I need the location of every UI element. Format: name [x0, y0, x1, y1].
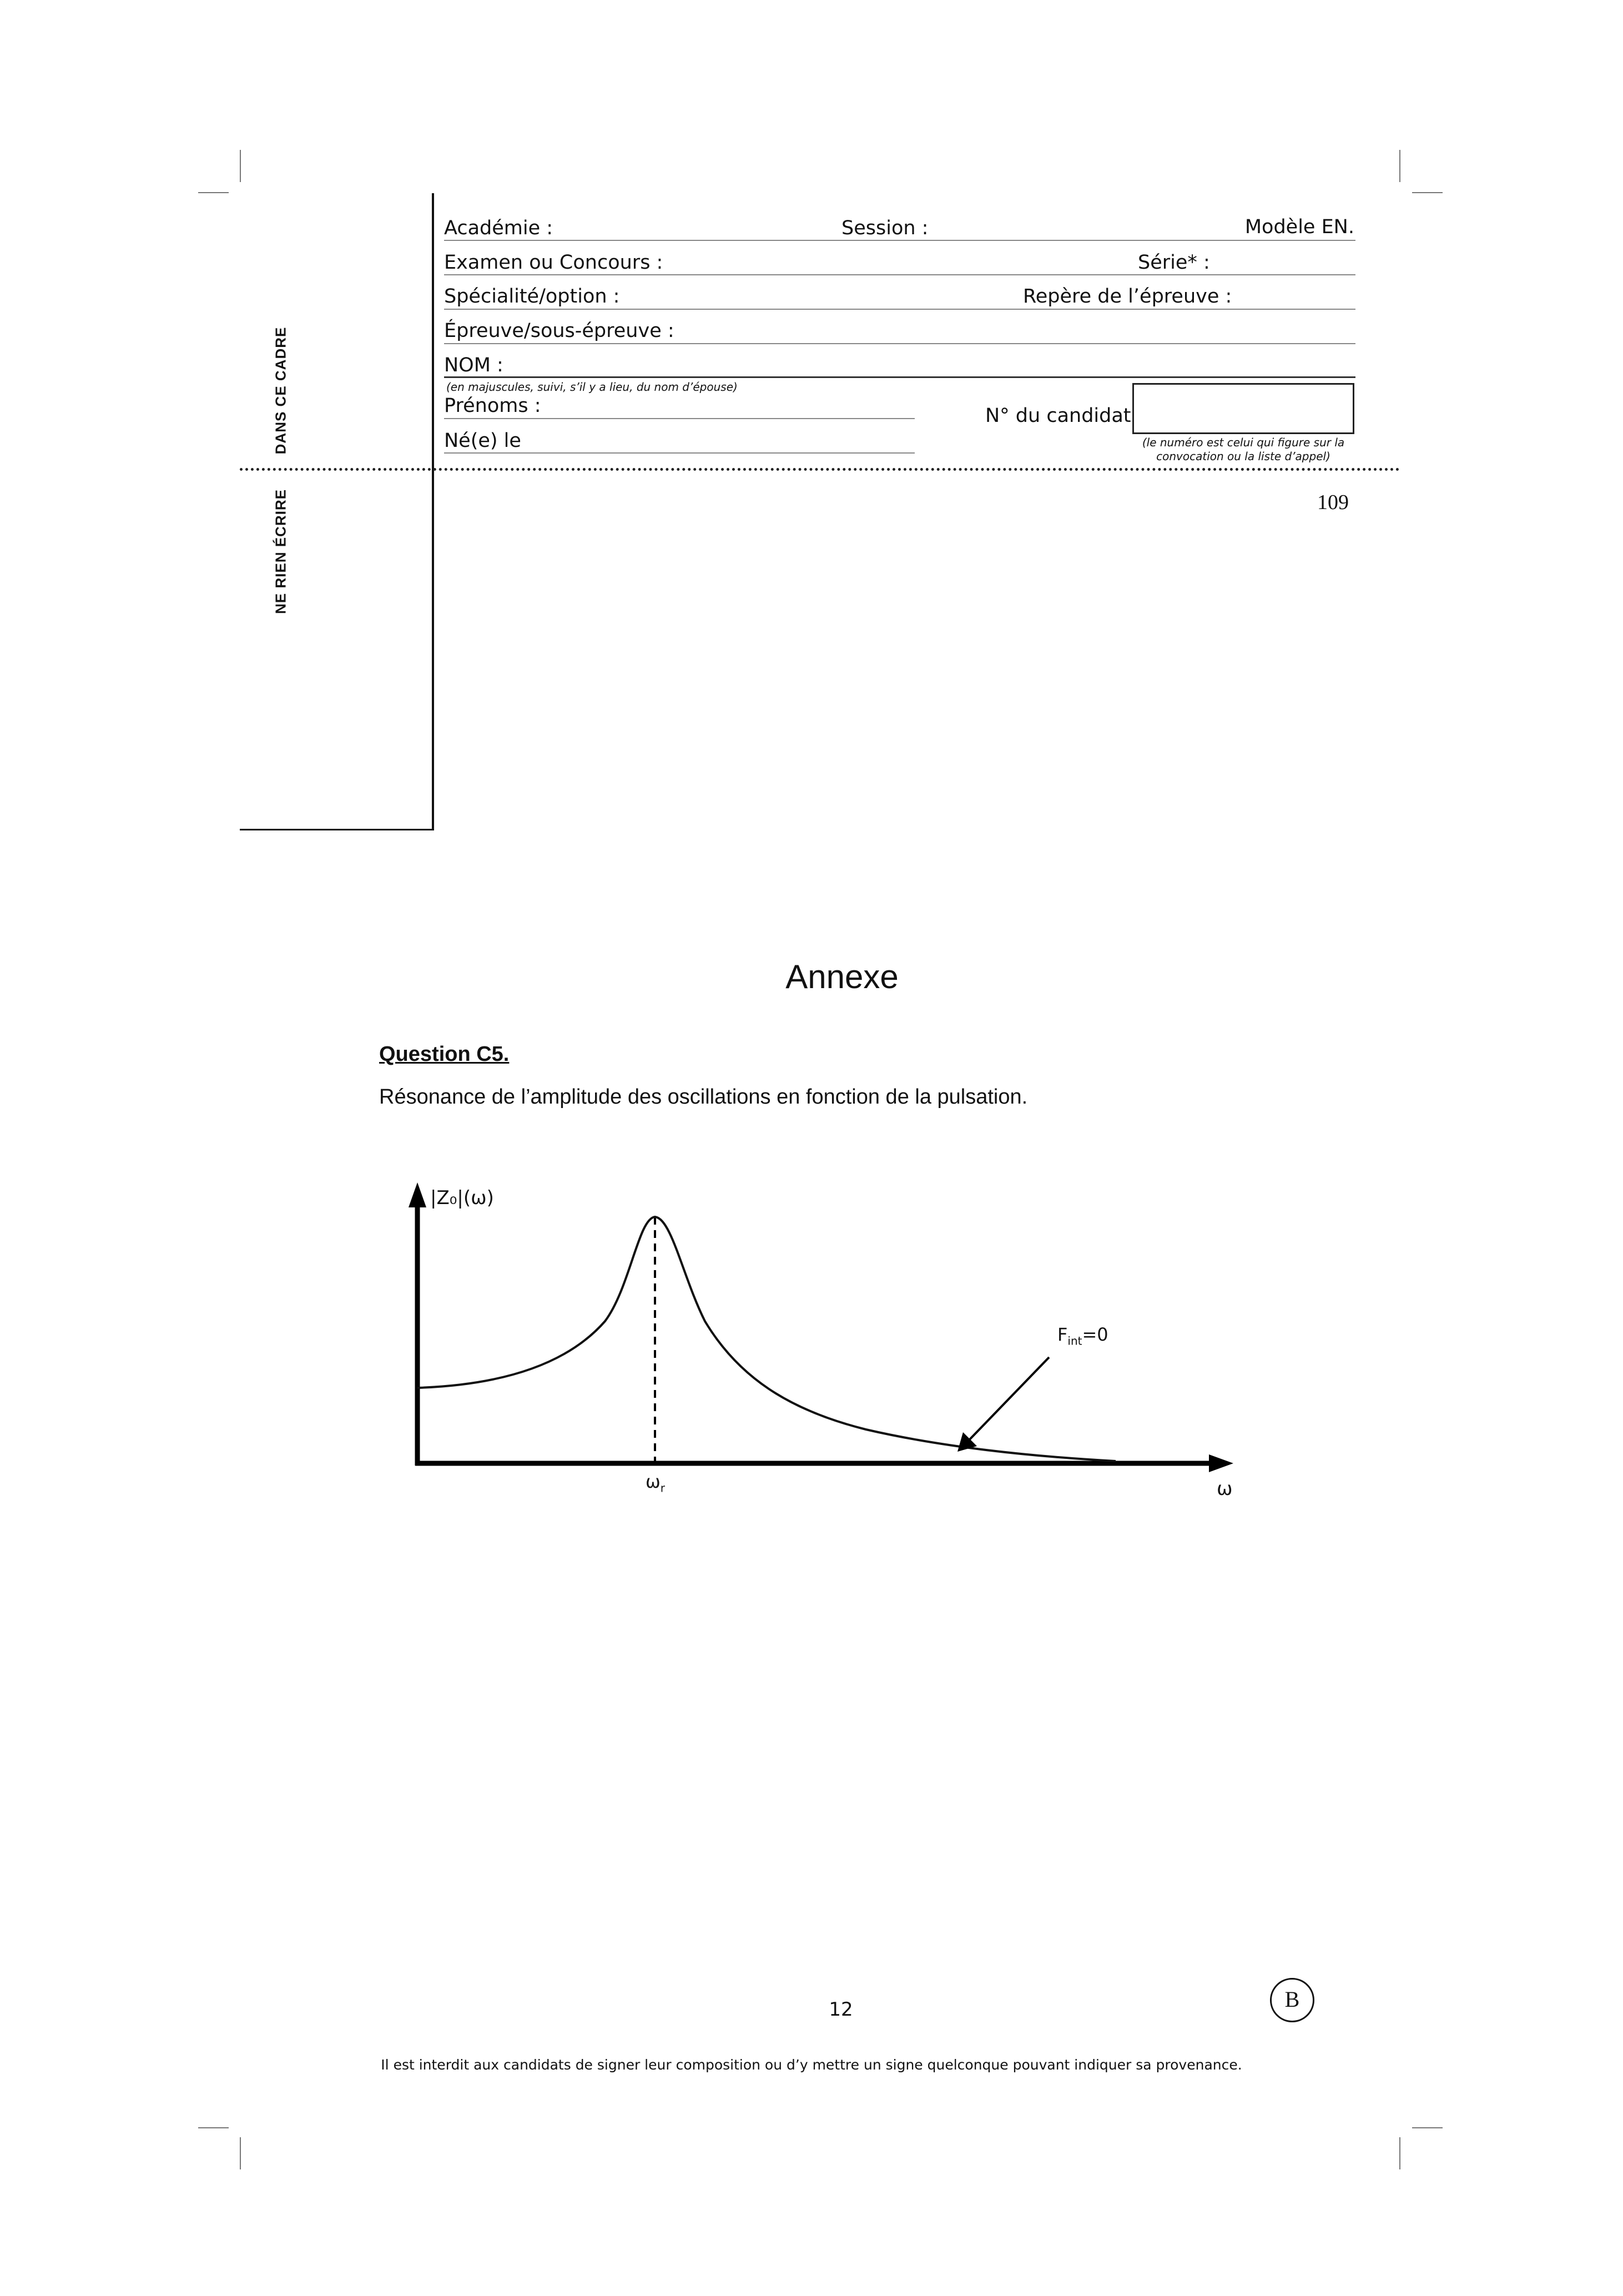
y-axis-label: |Z₀|(ω): [430, 1187, 494, 1209]
repere-label: Repère de l’épreuve :: [1023, 285, 1232, 308]
nom-note: (en majuscules, suivi, s’il y a lieu, du nom d’épouse): [446, 380, 738, 394]
candidat-label: N° du candidat: [985, 405, 1131, 427]
peak-label-main: ω: [646, 1471, 661, 1492]
side-text-bottom: NE RIEN ÉCRIRE: [272, 489, 289, 614]
curve-label-suffix: =0: [1082, 1324, 1108, 1345]
serie-label: Série* :: [1138, 251, 1210, 274]
peak-label: [646, 1471, 665, 1494]
page-code: 109: [1317, 491, 1349, 514]
page-number: 12: [829, 1998, 853, 2021]
question-description: Résonance de l’amplitude des oscillations en fonction de la pulsation.: [379, 1085, 1028, 1109]
version-badge-label: B: [1284, 1987, 1300, 2012]
curve-label: [1057, 1324, 1108, 1347]
ne-le-label: Né(e) le: [444, 430, 521, 452]
x-axis-label: ω: [1217, 1478, 1233, 1500]
nom-label: NOM :: [444, 354, 503, 376]
prenoms-label: Prénoms :: [444, 395, 541, 417]
epreuve-label: Épreuve/sous-épreuve :: [444, 320, 674, 342]
resonance-curve: [417, 1217, 1116, 1461]
annotation-arrow-line: [969, 1357, 1049, 1441]
curve-label-sub: int: [1067, 1334, 1082, 1348]
modele-label: Modèle EN.: [1244, 216, 1354, 238]
page-title: Annexe: [785, 958, 899, 995]
version-badge: [1270, 1978, 1314, 2022]
question-heading: Question C5.: [379, 1043, 510, 1066]
curve-label-main: F: [1057, 1324, 1068, 1345]
examen-label: Examen ou Concours :: [444, 251, 663, 274]
footer-notice: Il est interdit aux candidats de signer leur composition ou d’y mettre un signe quelconque pouvant indiquer sa provenance.: [381, 2057, 1242, 2073]
specialite-label: Spécialité/option :: [444, 285, 620, 308]
academie-label: Académie :: [444, 217, 553, 239]
x-axis-arrowhead: [1209, 1454, 1233, 1472]
candidat-note-2: convocation ou la liste d’appel): [1156, 450, 1330, 463]
side-text-top: DANS CE CADRE: [272, 326, 289, 455]
candidat-note-1: (le numéro est celui qui figure sur la: [1142, 436, 1345, 449]
y-axis-arrowhead: [409, 1182, 426, 1207]
peak-label-sub: r: [660, 1481, 666, 1495]
session-label: Session :: [841, 217, 929, 239]
